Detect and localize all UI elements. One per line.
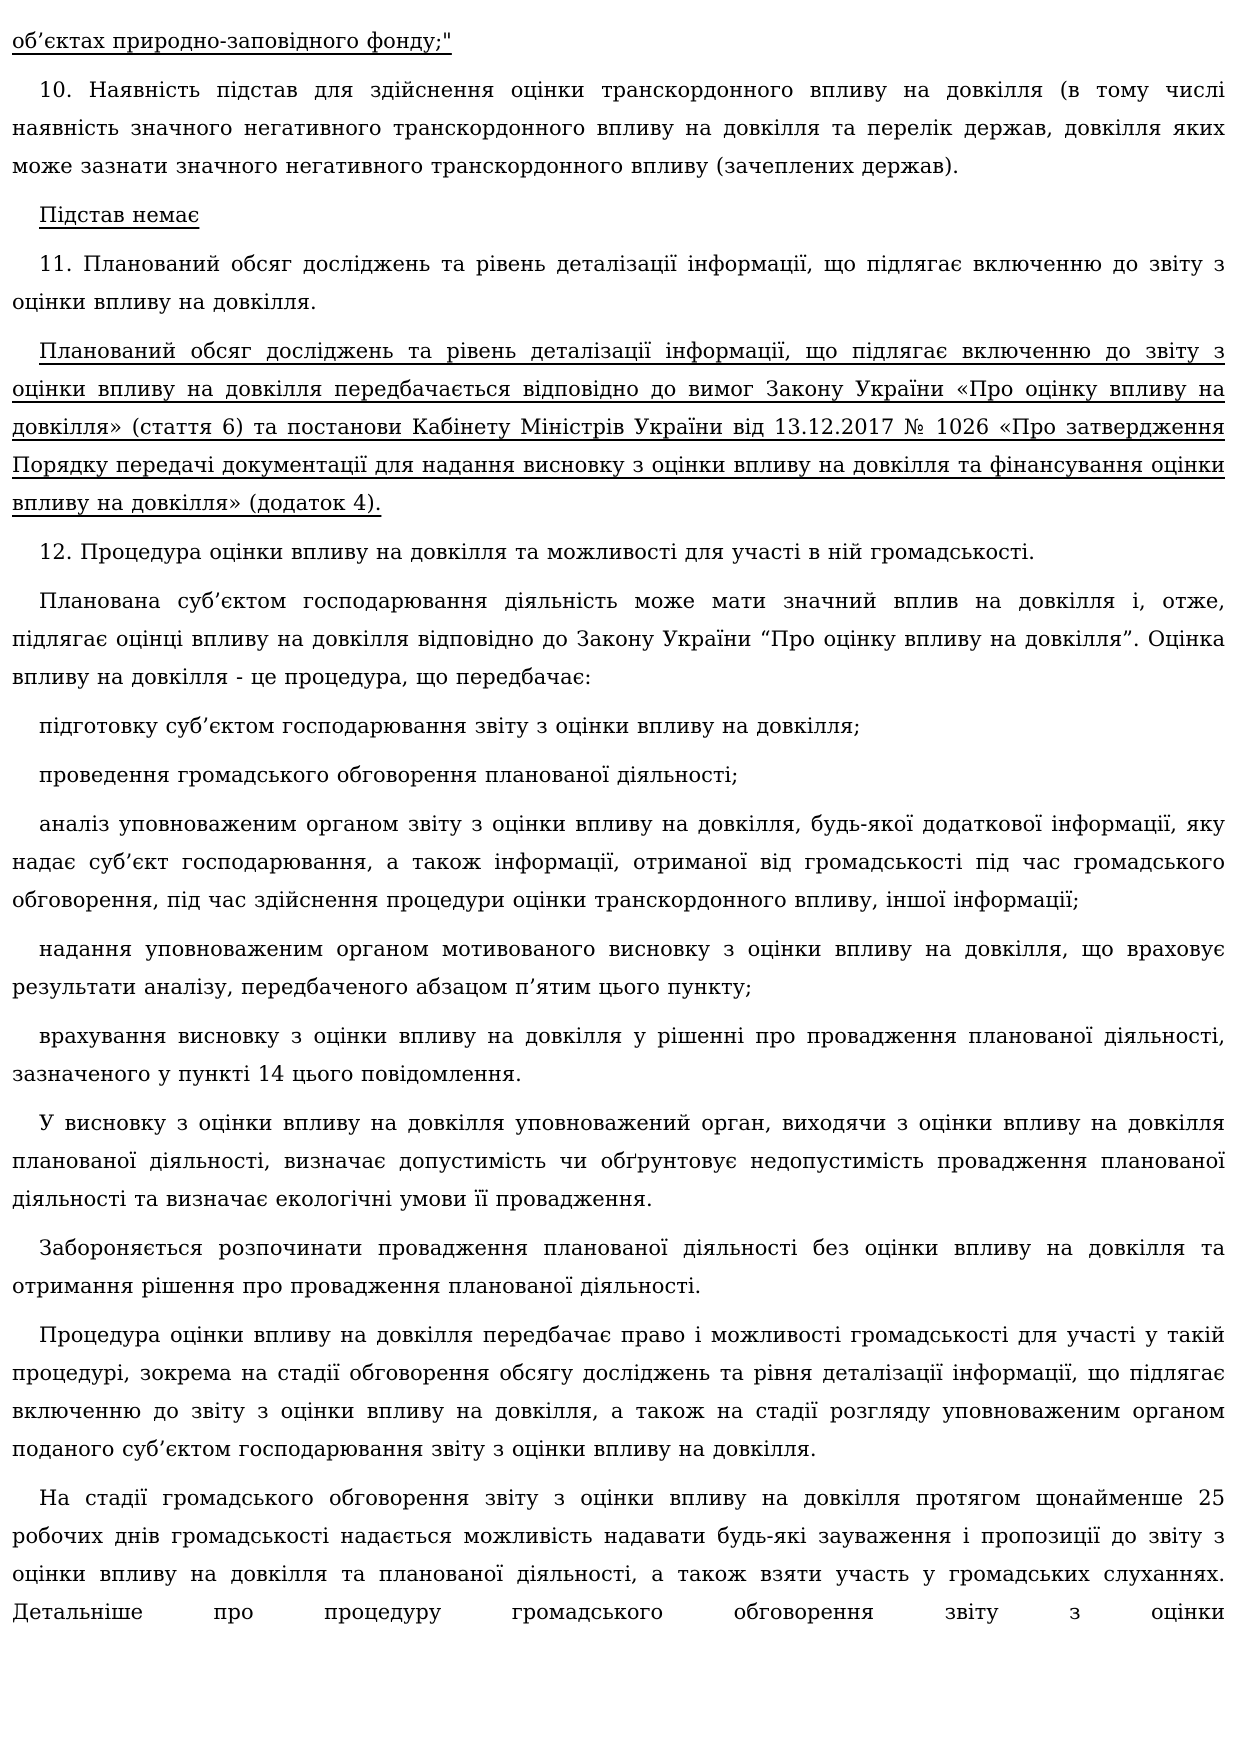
underlined-text: Планований обсяг досліджень та рівень деталізації інформації, що підлягає включенню до звіту з оцінки впливу на довкілля передбачається відповідно до вимог Закону України «Про оцінку впливу на довкілля» (стаття 6) та постанови Кабінету Міністрів України від 13.12.2017 № 1026 «Про затвердження Порядку передачі документації для надання висновку з оцінки впливу на довкілля та фінансування оцінки впливу на довкілля» (додаток 4). (12, 339, 1225, 515)
paragraph (12, 196, 1225, 234)
paragraph (12, 22, 1225, 60)
underlined-text: Підстав немає (39, 203, 200, 227)
paragraph: 11. Планований обсяг досліджень та рівень деталізації інформації, що підлягає включенню до звіту з оцінки впливу на довкілля. (12, 252, 1225, 314)
paragraph: Процедура оцінки впливу на довкілля передбачає право і можливості громадськості для участі у такій процедурі, зокрема на стадії обговорення обсягу досліджень та рівня деталізації інформації, що підлягає включенню до звіту з оцінки впливу на довкілля, а також на стадії розгляду уповноваженим органом поданого суб’єктом господарювання звіту з оцінки впливу на довкілля. (12, 1323, 1225, 1461)
paragraph: Планована суб’єктом господарювання діяльність може мати значний вплив на довкілля і, отже, підлягає оцінці впливу на довкілля відповідно до Закону України “Про оцінку впливу на довкілля”. Оцінка впливу на довкілля - це процедура, що передбачає: (12, 589, 1225, 689)
underlined-text: об’єктах природно-заповідного фонду;" (12, 29, 452, 53)
paragraph: У висновку з оцінки впливу на довкілля уповноважений орган, виходячи з оцінки впливу на довкілля планованої діяльності, визначає допустимість чи обґрунтовує недопустимість провадження планованої діяльності та визначає екологічні умови її провадження. (12, 1111, 1225, 1211)
paragraph: аналіз уповноваженим органом звіту з оцінки впливу на довкілля, будь-якої додаткової інформації, яку надає суб’єкт господарювання, а також інформації, отриманої від громадськості під час громадського обговорення, під час здійснення процедури оцінки транскордонного впливу, іншої інформації; (12, 812, 1225, 912)
paragraph: проведення громадського обговорення планованої діяльності; (39, 763, 739, 787)
paragraph: Забороняється розпочинати провадження планованої діяльності без оцінки впливу на довкілля та отримання рішення про провадження планованої діяльності. (12, 1236, 1225, 1298)
paragraph: 10. Наявність підстав для здійснення оцінки транскордонного впливу на довкілля (в тому числі наявність значного негативного транскордонного впливу на довкілля та перелік держав, довкілля яких може зазнати значного негативного транскордонного впливу (зачеплених держав). (12, 78, 1225, 178)
paragraph: врахування висновку з оцінки впливу на довкілля у рішенні про провадження планованої діяльності, зазначеного у пункті 14 цього повідомлення. (12, 1024, 1225, 1086)
paragraph: На стадії громадського обговорення звіту з оцінки впливу на довкілля протягом щонайменше 25 робочих днів громадськості надається можливість надавати будь-які зауваження і пропозиції до звіту з оцінки впливу на довкілля та планованої діяльності, а також взяти участь у громадських слуханнях. Детальніше про процедуру громадського обговорення звіту з оцінки (12, 1486, 1225, 1624)
paragraph: 12. Процедура оцінки впливу на довкілля та можливості для участі в ній громадськості. (39, 540, 1035, 564)
paragraph: надання уповноваженим органом мотивованого висновку з оцінки впливу на довкілля, що враховує результати аналізу, передбаченого абзацом п’ятим цього пункту; (12, 937, 1225, 999)
paragraph (12, 332, 1225, 522)
paragraph: підготовку суб’єктом господарювання звіту з оцінки впливу на довкілля; (39, 714, 861, 738)
